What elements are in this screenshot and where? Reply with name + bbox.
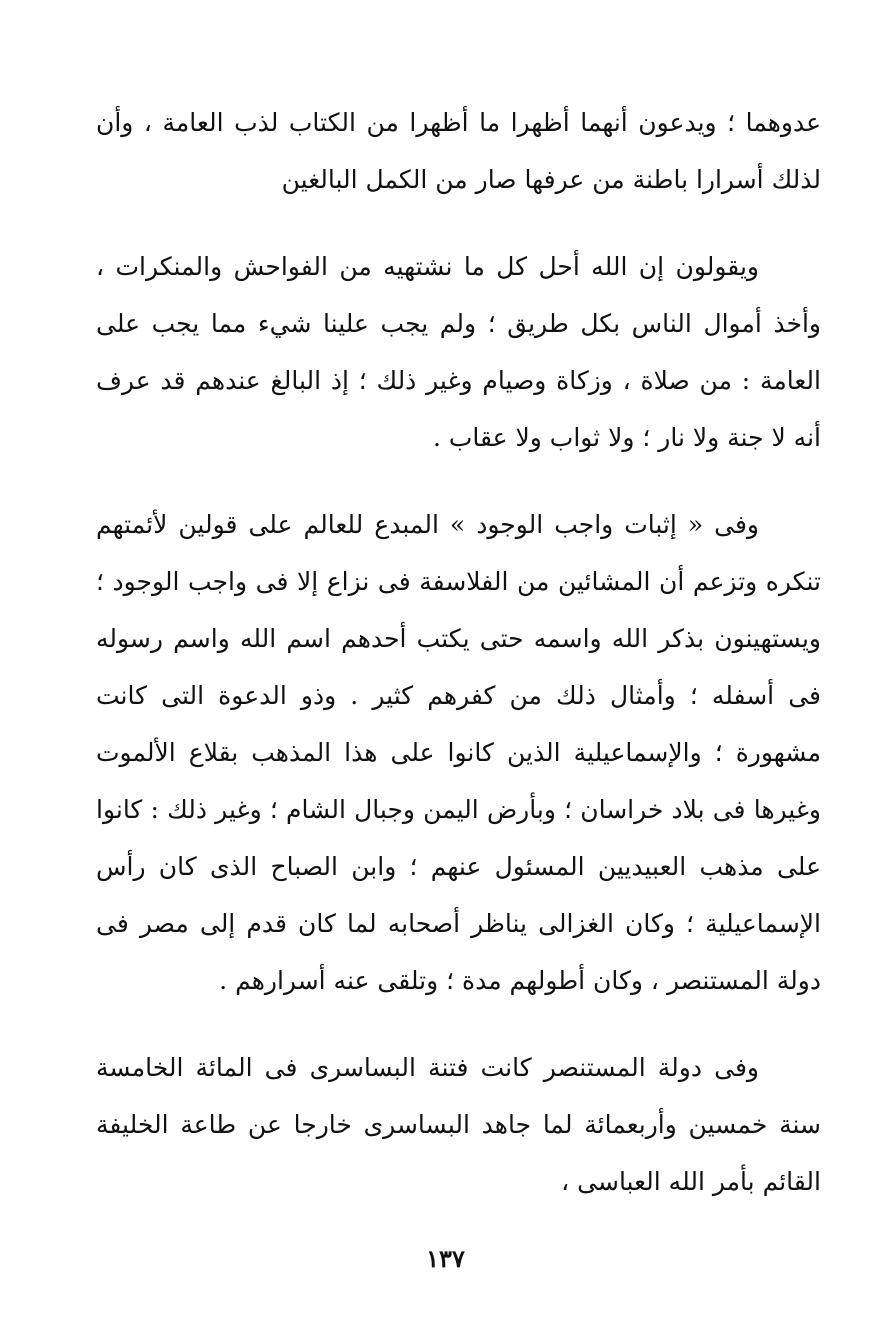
paragraph-3: وفى « إثبات واجب الوجود » المبدع للعالم على قولين لأئمتهم تنكره وتزعم أن المشائين من الفلاسفة فى نزاع إلا فى واجب الوجود ؛ ويستهينون بذكر الله واسمه حتى يكتب أحدهم اسم الله واسم رسوله فى أسفله ؛ وأمثال ذلك من كفرهم كثير . وذو الدعوة التى كانت مشهورة ؛ والإسماعيلية الذين كانوا على هذا المذهب بقلاع الألموت وغيرها فى بلاد خراسان ؛ وبأرض اليمن وجبال الشام ؛ وغير ذلك : كانوا على مذهب العبيديين المسئول عنهم ؛ وابن الصباح الذى كان رأس الإسماعيلية ؛ وكان الغزالى يناظر أصحابه لما كان قدم إلى مصر فى دولة المستنصر ، وكان أطولهم مدة ؛ وتلقى عنه أسرارهم . [96, 510, 821, 995]
paragraph-2: ويقولون إن الله أحل كل ما نشتهيه من الفواحش والمنكرات ، وأخذ أموال الناس بكل طريق ؛ ولم يجب علينا شيء مما يجب على العامة : من صلاة ، وزكاة وصيام وغير ذلك ؛ إذ البالغ عندهم قد عرف أنه لا جنة ولا نار ؛ ولا ثواب ولا عقاب . [96, 252, 821, 452]
page-body-text [96, 94, 821, 1210]
paragraph-1: عدوهما ؛ ويدعون أنهما أظهرا ما أظهرا من الكتاب لذب العامة ، وأن لذلك أسرارا باطنة من عرفها صار من الكمل البالغين [96, 108, 821, 194]
page-number: ١٣٧ [426, 1244, 465, 1273]
paragraph-4: وفى دولة المستنصر كانت فتنة البساسرى فى المائة الخامسة سنة خمسين وأربعمائة لما جاهد البساسرى خارجا عن طاعة الخليفة القائم بأمر الله العباسى ، [96, 1053, 821, 1196]
